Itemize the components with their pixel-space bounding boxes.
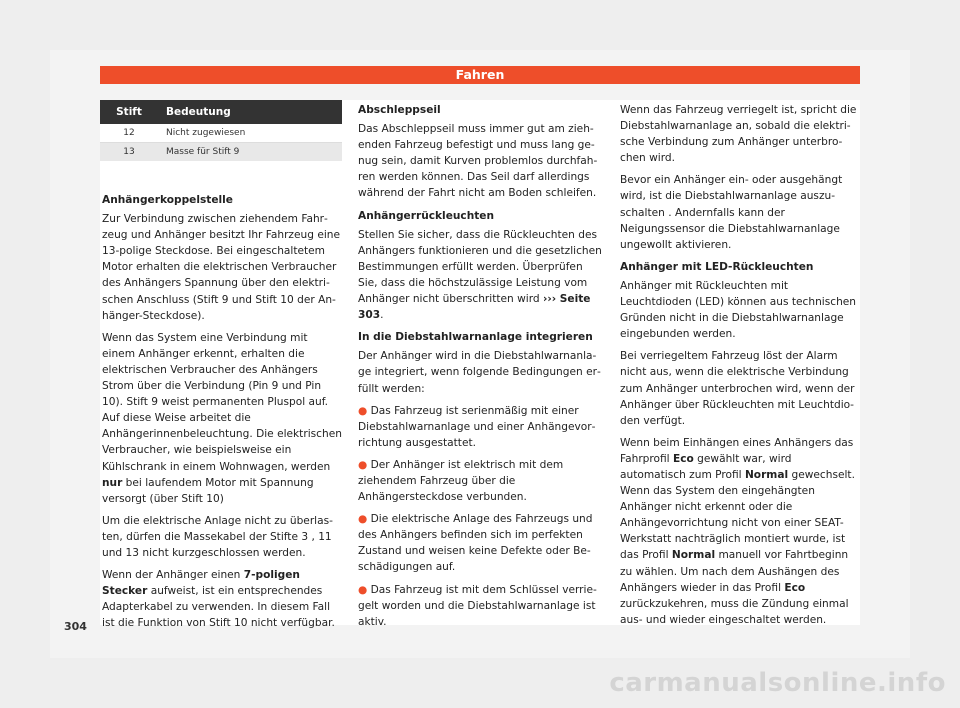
text: Wenn das System eine Verbindung mit einem Anhänger erkennt, erhalten die elektrischen Verbraucher des Anhängers Strom über die Verbindung (Pin 9 und Pin 10). Stift 9 weist permanenten Pluspol auf. Auf diese Weise arbeitet die Anhängerinnenbeleuchtung. Die elektrischen Verbraucher, wie beispielsweise ein Kühlschrank in einem Wohnwagen, werden [102,331,342,473]
paragraph: Um die elektrische Anlage nicht zu überlasten, dürfen die Massekabel der Stifte 3 , 11 und 13 nicht kurzgeschlossen werden. [102,514,333,559]
list-item [358,511,602,575]
text: manuell vor Fahrtbeginn zu wählen. Um nach dem Aushängen des Anhängers wieder in das Profil [620,549,849,594]
table-row [100,124,342,143]
text: Wenn der Anhänger einen [102,569,244,582]
emphasis: Eco [784,581,806,594]
text: bei laufendem Motor mit Spannung versorgt (über Stift 10) [102,476,314,505]
section-header: Fahren [100,66,860,84]
paragraph [102,330,342,507]
paragraph [620,435,858,628]
paragraph: Anhänger mit Rückleuchten mit Leuchtdioden (LED) können aus technischen Gründen nicht in die Diebstahlwarnanlage eingebunden werden. [620,279,857,341]
heading-diebstahlwarnanlage: In die Diebstahlwarnanlage integrieren [358,331,593,344]
table-header-row [100,100,342,124]
table-cell: Masse für Stift 9 [158,143,342,162]
column-right [620,102,858,634]
paragraph [358,227,602,324]
page-content [100,100,860,630]
emphasis: 7-poligen Stecker [102,569,300,598]
paragraph: Wenn das Fahrzeug verriegelt ist, spricht die Diebstahlwarnanlage an, sobald die elektrische Verbindung zum Anhänger unterbrochen wird. [620,104,857,165]
text: . [380,309,384,322]
list-item [358,582,602,630]
heading-abschleppseil: Abschleppseil [358,104,441,116]
paragraph: Der Anhänger wird in die Diebstahlwarnanlage integriert, wenn folgende Bedingungen erfüllt werden: [358,350,601,395]
paragraph: Zur Verbindung zwischen ziehendem Fahrzeug und Anhänger besitzt Ihr Fahrzeug eine 13-polige Steckdose. Bei eingeschaltetem Motor erhalten die elektrischen Verbraucher des Anhängers Spannung über den elektrischen Anschluss (Stift 9 und Stift 10 der Anhänger-Steckdose). [102,213,341,322]
bullet-icon: ● [358,458,368,471]
page-number: 304 [64,620,87,633]
bullet-icon: ● [358,404,368,417]
watermark: carmanualsonline.info [609,668,946,698]
column-middle [358,102,602,636]
paragraph [102,567,342,631]
text: Stellen Sie sicher, dass die Rückleuchten des Anhängers funktionieren und die gesetzlichen Bestimmungen erfüllt werden. Überprüfen Sie, dass die höchstzulässige Leistung vom Anhänger nicht überschritten wird [358,228,602,306]
text: gewechselt. Wenn das System den eingehängten Anhänger nicht erkennt oder die Anhängevorrichtung nicht von einer SEAT-Werkstatt nachträglich montiert wurde, ist das Profil [620,468,855,562]
bullet-icon: ● [358,583,368,596]
text: Das Fahrzeug ist serienmäßig mit einer Diebstahlwarnanlage und einer Anhängevorrichtung ausgestattet. [358,404,596,449]
text: aufweist, ist ein entsprechendes Adapterkabel zu verwenden. In diesem Fall ist die Funktion von Stift 10 nicht verfügbar. [102,585,335,630]
heading-anhaengerkoppelstelle: Anhängerkoppelstelle [102,194,233,206]
emphasis: Eco [673,452,694,465]
paragraph: Bei verriegeltem Fahrzeug löst der Alarm nicht aus, wenn die elektrische Verbindung zum Anhänger unterbrochen wird, wenn der Anhänger über Rückleuchten mit Leuchtdioden verfügt. [620,350,855,427]
paragraph: Bevor ein Anhänger ein- oder ausgehängt wird, ist die Diebstahlwarnanlage auszuschalten . Andernfalls kann der Neigungssensor die Diebstahlwarnanlage ungewollt aktivieren. [620,174,843,251]
list-item [358,457,602,505]
text: gewählt war, wird automatisch zum Profil [620,452,792,481]
text: zurückzukehren, muss die Zündung einmal aus- und wieder eingeschaltet werden. [620,597,849,626]
text: Das Fahrzeug ist mit dem Schlüssel verriegelt worden und die Diebstahlwarnanlage ist aktiv. [358,583,597,628]
table-header: Bedeutung [158,100,342,124]
heading-anhaengerrueckleuchten: Anhängerrückleuchten [358,209,495,222]
text: Wenn beim Einhängen eines Anhängers das Fahrprofil [620,436,854,465]
table-row [100,143,342,162]
text: Der Anhänger ist elektrisch mit dem ziehendem Fahrzeug über die Anhängersteckdose verbunden. [358,458,564,504]
table-cell: Nicht zugewiesen [158,124,342,143]
paragraph: Das Abschleppseil muss immer gut am ziehenden Fahrzeug befestigt und muss lang genug sein, damit Kurven problemlos durchfahren werden können. Das Seil darf allerdings während der Fahrt nicht am Boden schleifen. [358,123,598,200]
pin-table [100,100,342,161]
table-cell: 13 [100,143,158,162]
list-item [358,403,602,451]
table-cell: 12 [100,124,158,143]
bullet-icon: ● [358,513,368,526]
text: Die elektrische Anlage des Fahrzeugs und des Anhängers befinden sich im perfekten Zustand und weisen keine Defekte oder Beschädigungen auf. [358,513,593,574]
emphasis: Normal [744,468,789,481]
emphasis: Normal [671,549,716,562]
page-reference-link[interactable]: ››› Seite 303 [358,293,591,322]
table-header: Stift [100,100,158,124]
heading-led-rueckleuchten: Anhänger mit LED-Rückleuchten [620,260,814,273]
emphasis: nur [102,476,123,489]
column-left [102,186,342,637]
